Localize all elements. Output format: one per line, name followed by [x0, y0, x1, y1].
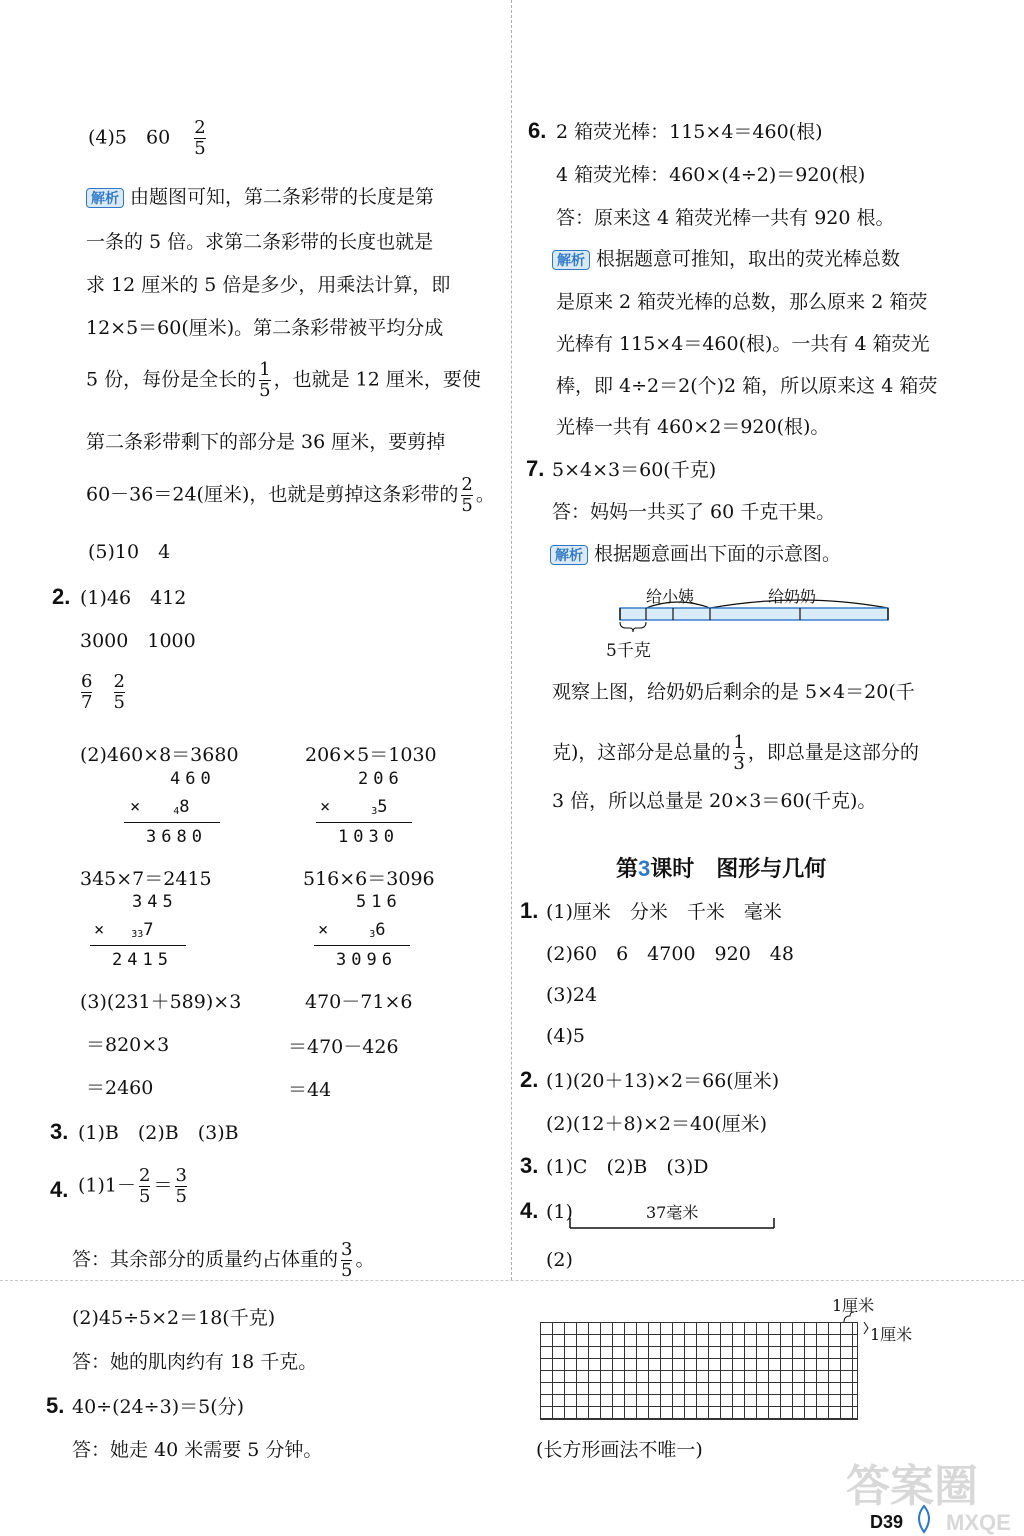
fraction-1-5: $\frac{1}{5}$ [259, 359, 271, 401]
analysis-line-4: 12×5＝60(厘米)。第二条彩带被平均分成 [86, 317, 444, 339]
q7-observe-1: 观察上图，给奶奶后剩余的是 5×4＝20(千 [552, 681, 915, 703]
diagram-label-aunt: 给小姨 [646, 587, 695, 606]
r1-4: (4)5 [546, 1025, 586, 1047]
r1-3: (3)24 [546, 984, 598, 1006]
r4-1-label: (1) [546, 1201, 573, 1223]
q5-number: 5. [46, 1393, 65, 1418]
fraction-3-5: $\frac{3}{5}$ [175, 1165, 187, 1207]
page-number: D39 [870, 1512, 904, 1532]
q6-analysis-4: 棒，即 4÷2＝2(个)2 箱，所以原来这 4 箱荧 [556, 375, 938, 397]
q7-eq: 5×4×3＝60(千克) [552, 459, 717, 481]
q7-analysis: 解析 根据题意画出下面的示意图。 [550, 542, 841, 566]
r1-number: 1. [520, 898, 539, 923]
fraction-2-5c: $\frac{2}{5}$ [113, 671, 125, 713]
watermark-domain: MXQE [946, 1510, 1011, 1535]
vcalc4-mul: × 36 [318, 920, 391, 940]
vcalc1-mul: × 48 [130, 797, 195, 817]
r1-2: (2)60 6 4700 920 48 [546, 943, 794, 965]
watermark-logo: 答案圈 [846, 1462, 978, 1511]
grid-label-height: 1厘米 [870, 1325, 913, 1344]
analysis-badge: 解析 [86, 188, 124, 208]
q2-2-eq-4: 516×6＝3096 [303, 868, 435, 890]
q6-analysis-2: 是原来 2 箱荧光棒的总数，那么原来 2 箱荧 [556, 291, 928, 313]
r4-note: (长方形画法不唯一) [536, 1439, 703, 1461]
fraction-1-3: $\frac{1}{3}$ [733, 732, 745, 774]
analysis-line-2: 一条的 5 倍。求第二条彩带的长度也就是 [86, 231, 434, 253]
q2-number: 2. [52, 584, 71, 609]
q2-3-line-a: (3)(231＋589)×3 [80, 991, 242, 1013]
q3-answer: (1)B (2)B (3)B [78, 1122, 239, 1144]
fraction-2-5: $\frac{2}{5}$ [194, 117, 206, 159]
vcalc3-rule [90, 945, 186, 946]
q3-number: 3. [50, 1119, 69, 1144]
fraction-3-5b: $\frac{3}{5}$ [341, 1239, 353, 1281]
fraction-2-5b: $\frac{2}{5}$ [461, 474, 473, 516]
q6-line-a: 2 箱荧光棒：115×4＝460(根) [556, 121, 823, 143]
q6-analysis-1: 解析 根据题意可推知，取出的荧光棒总数 [552, 247, 900, 271]
r2-2: (2)(12＋8)×2＝40(厘米) [546, 1113, 768, 1135]
q6-line-b: 4 箱荧光棒：460×(4÷2)＝920(根) [556, 164, 866, 186]
diagram-label-5kg: 5千克 [606, 641, 651, 661]
vcalc1-top: 460 [170, 769, 216, 789]
q2-2-eq-3: 345×7＝2415 [80, 868, 212, 890]
q2-3-line-e: ＝2460 [86, 1077, 154, 1099]
analysis-line-3: 求 12 厘米的 5 倍是多少，用乘法计算，即 [86, 274, 451, 296]
q2-2-eq-1: (2)460×8＝3680 [80, 744, 239, 766]
q2-1-fractions [78, 672, 128, 713]
q2-3-line-f: ＝44 [288, 1079, 332, 1101]
q1-5-answer: (5)10 4 [88, 541, 171, 563]
q6-number: 6. [528, 118, 547, 143]
q4-number: 4. [50, 1177, 69, 1202]
analysis-line-1: 解析 由题图可知，第二条彩带的长度是第 [86, 185, 434, 209]
q7-answer: 答：妈妈一共买了 60 千克干果。 [552, 501, 836, 523]
r1-1: (1)厘米 分米 千米 毫米 [546, 901, 782, 923]
q4-1-eq: (1)1－ $\frac{2}{5}$ ＝ $\frac{3}{5}$ [78, 1165, 187, 1207]
q4-2-answer: 答：她的肌肉约有 18 千克。 [72, 1351, 318, 1373]
analysis-line-5: 5 份，每份是全长的 $\frac{1}{5}$ ，也就是 12 厘米，要使 [86, 359, 481, 401]
diagram-label-grandma: 给奶奶 [768, 587, 817, 606]
q2-3-line-b: 470－71×6 [305, 991, 413, 1013]
section-title: 第3课时 图形与几何 [616, 856, 827, 881]
q7-observe-3: 3 倍，所以总量是 20×3＝60(千克)。 [552, 790, 877, 812]
vcalc4-top: 516 [356, 892, 402, 912]
q1-4-answer: (4)5 60 $\frac{2}{5}$ [88, 117, 206, 159]
segment-37mm-label: 37毫米 [646, 1203, 699, 1222]
q5-eq: 40÷(24÷3)＝5(分) [72, 1396, 245, 1418]
q2-1-line-b: 3000 1000 [80, 630, 196, 652]
analysis-badge: 解析 [552, 250, 590, 270]
vcalc4-result: 3096 [336, 950, 397, 970]
q4-1-answer: 答：其余部分的质量约占体重的 $\frac{3}{5}$ 。 [72, 1239, 375, 1281]
q5-answer: 答：她走 40 米需要 5 分钟。 [72, 1439, 323, 1461]
segment-diagram [600, 586, 900, 636]
vcalc2-result: 1030 [338, 827, 399, 847]
q2-1-line-a: (1)46 412 [80, 587, 187, 609]
vcalc4-rule [314, 945, 410, 946]
vcalc2-mul: × 35 [320, 797, 393, 817]
q2-3-line-c: ＝820×3 [86, 1034, 170, 1056]
vcalc2-rule [316, 822, 412, 823]
vcalc2-top: 206 [358, 769, 404, 789]
fraction-6-7: $\frac{6}{7}$ [81, 671, 93, 713]
q6-analysis-5: 光棒一共有 460×2＝920(根)。 [556, 416, 830, 438]
vcalc3-mul: × 337 [94, 920, 159, 940]
r3-number: 3. [520, 1153, 539, 1178]
q7-number: 7. [526, 456, 545, 481]
r2-number: 2. [520, 1067, 539, 1092]
vcalc1-result: 3680 [146, 827, 207, 847]
vcalc3-result: 2415 [112, 950, 173, 970]
vcalc1-rule [124, 822, 220, 823]
fraction-2-5d: $\frac{2}{5}$ [139, 1165, 151, 1207]
q7-observe-2: 克)，这部分是总量的 $\frac{1}{3}$ ，即总量是这部分的 [552, 732, 919, 774]
analysis-badge: 解析 [550, 545, 588, 565]
column-divider [511, 0, 512, 1280]
grid-label-width: 1厘米 [832, 1296, 875, 1315]
q6-analysis-3: 光棒有 115×4＝460(根)。一共有 4 箱荧光 [556, 333, 930, 355]
r4-number: 4. [520, 1198, 539, 1223]
r2-1: (1)(20＋13)×2＝66(厘米) [546, 1070, 780, 1092]
r4-2-label: (2) [546, 1249, 573, 1271]
q2-3-line-d: ＝470－426 [288, 1036, 399, 1058]
q6-answer: 答：原来这 4 箱荧光棒一共有 920 根。 [556, 207, 895, 229]
square-grid [540, 1322, 858, 1420]
analysis-line-6: 第二条彩带剩下的部分是 36 厘米，要剪掉 [86, 431, 446, 453]
vcalc3-top: 345 [132, 892, 178, 912]
analysis-line-7: 60－36＝24(厘米)，也就是剪掉这条彩带的 $\frac{2}{5}$ 。 [86, 474, 495, 516]
q2-2-eq-2: 206×5＝1030 [305, 744, 437, 766]
r3-answer: (1)C (2)B (3)D [546, 1156, 709, 1178]
q4-2-eq: (2)45÷5×2＝18(千克) [72, 1307, 276, 1329]
